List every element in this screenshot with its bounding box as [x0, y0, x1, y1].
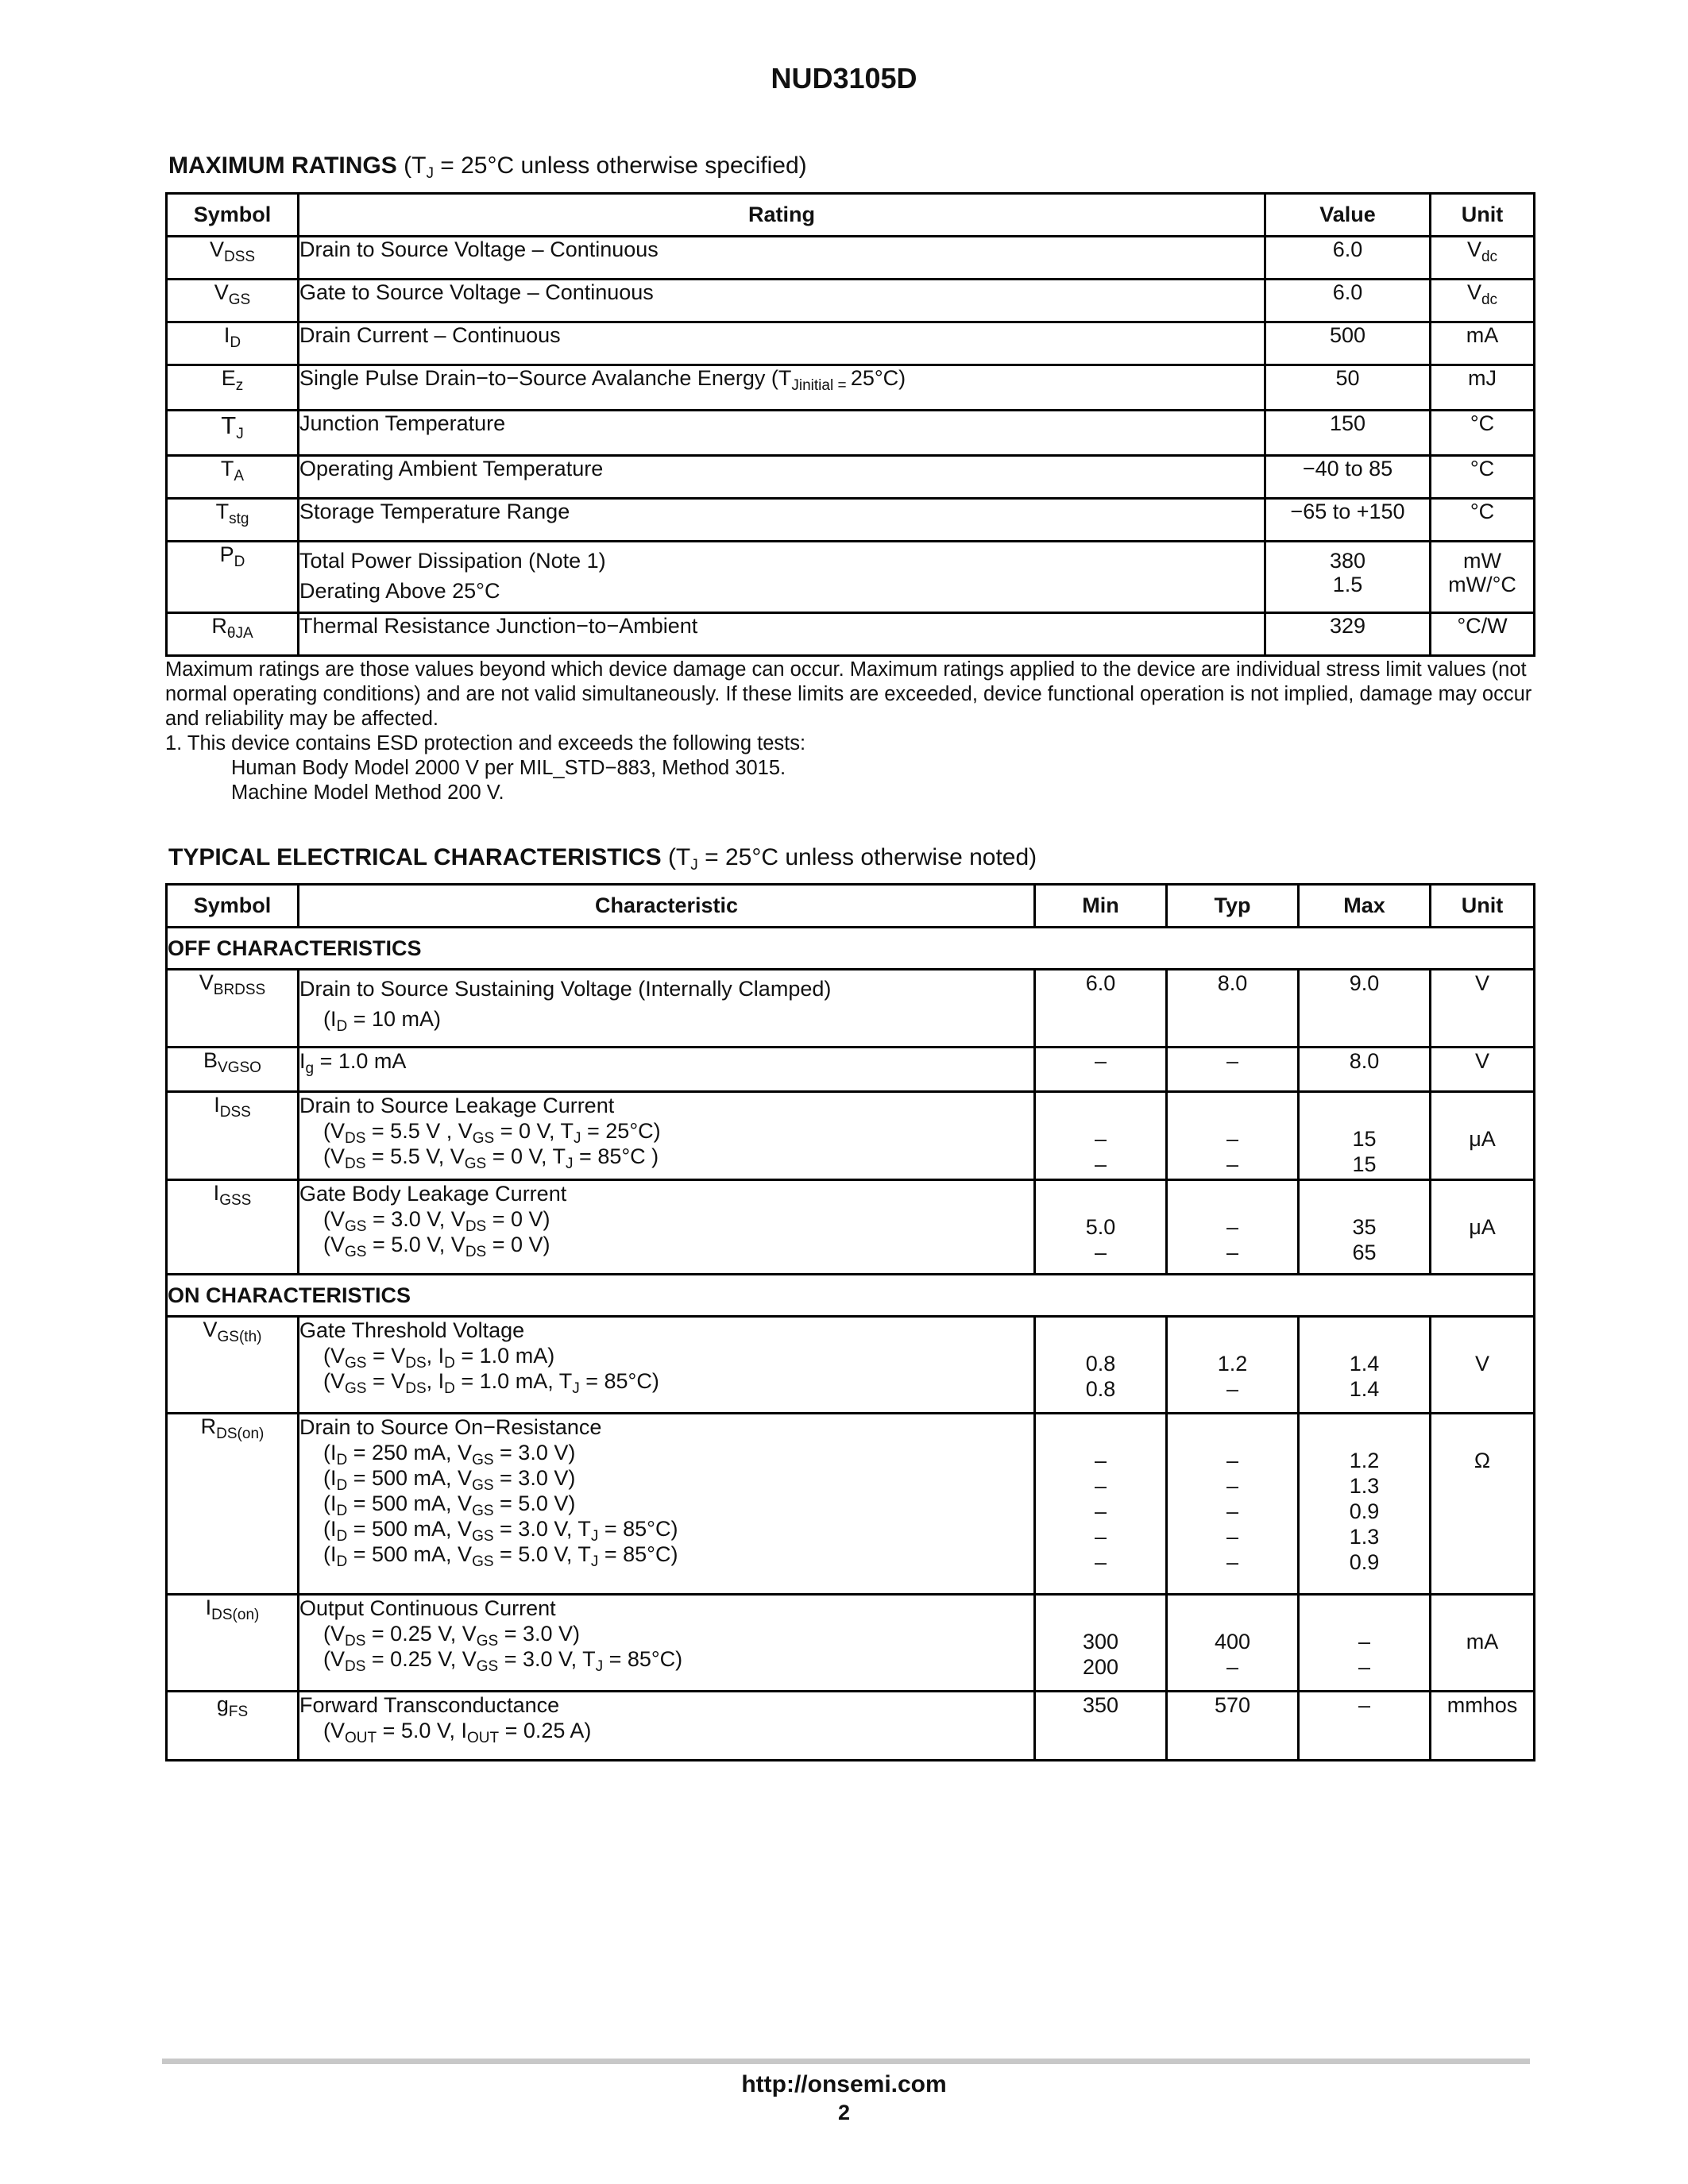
rating-cell: Storage Temperature Range: [299, 499, 1265, 542]
symbol-cell: $I_{DSS}$: [167, 1092, 299, 1180]
min-cell: 350: [1035, 1692, 1167, 1761]
off-characteristics-label: OFF CHARACTERISTICS: [167, 928, 1535, 970]
table-row: [167, 1092, 1535, 1180]
max-ratings-title: MAXIMUM RATINGS: [168, 152, 397, 179]
footnote-1-mm: Machine Model Method 200 V.: [231, 781, 504, 804]
table-row: [167, 613, 1535, 656]
elec-char-title: TYPICAL ELECTRICAL CHARACTERISTICS: [168, 844, 662, 870]
min-cell: – – – – –: [1035, 1414, 1167, 1595]
footer-divider: [162, 2059, 1530, 2064]
elec-char-condition: ($T_J = 25^\circ C$ unless otherwise noted): [667, 844, 1037, 874]
symbol-cell: $P_D$: [167, 542, 299, 613]
typ-cell: 1.2 –: [1167, 1317, 1299, 1414]
section-row-on: [167, 1275, 1535, 1317]
col-rating: Rating: [299, 194, 1265, 237]
characteristic-cell: Forward Transconductance ($V_{OUT} = 5.0$ V, $I_{OUT} = 0.25$ A): [299, 1692, 1035, 1761]
col-symbol: Symbol: [167, 885, 299, 928]
table-header-row: [167, 885, 1535, 928]
symbol-cell: $V_{BRDSS}$: [167, 970, 299, 1048]
table-row: [167, 1414, 1535, 1595]
min-cell: – –: [1035, 1092, 1167, 1180]
characteristic-cell: Output Continuous Current ($V_{DS} = 0.25$ V, $V_{GS} = 3.0$ V) ($V_{DS} = 0.25$ V, $V_{GS} = 3.0$ V, $T_J = 85^\circ C$): [299, 1595, 1035, 1692]
typ-cell: –: [1167, 1048, 1299, 1092]
typ-cell: – – – – –: [1167, 1414, 1299, 1595]
max-cell: 15 15: [1299, 1092, 1431, 1180]
symbol-cell: $R_{\theta JA}$: [167, 613, 299, 656]
rating-cell: Single Pulse Drain−to−Source Avalanche Energy ($T_{Jinitial =}$ 25°C): [299, 365, 1265, 411]
typ-cell: – –: [1167, 1180, 1299, 1275]
max-ratings-heading: [168, 152, 807, 182]
footer-url-link[interactable]: http://onsemi.com: [741, 2071, 947, 2097]
typ-cell: – –: [1167, 1092, 1299, 1180]
value-cell: 6.0: [1265, 237, 1431, 280]
max-ratings-table: [165, 192, 1535, 657]
table-row: [167, 1048, 1535, 1092]
table-header-row: [167, 194, 1535, 237]
table-row: [167, 499, 1535, 542]
value-cell: −40 to 85: [1265, 456, 1431, 499]
col-max: Max: [1299, 885, 1431, 928]
value-cell: 6.0: [1265, 280, 1431, 322]
characteristic-cell: Gate Body Leakage Current ($V_{GS} = 3.0$ V, $V_{DS} = 0$ V) ($V_{GS} = 5.0$ V, $V_{DS} = 0$ V): [299, 1180, 1035, 1275]
symbol-cell: $V_{GS(th)}$: [167, 1317, 299, 1414]
rating-cell: Operating Ambient Temperature: [299, 456, 1265, 499]
max-cell: 9.0: [1299, 970, 1431, 1048]
symbol-cell: $I_{GSS}$: [167, 1180, 299, 1275]
unit-cell: mmhos: [1431, 1692, 1535, 1761]
max-ratings-disclaimer: Maximum ratings are those values beyond which device damage can occur. Maximum ratings applied to the device are individual stress limit values (not normal operating conditions) and are not valid simultaneously. If these limits are exceeded, device functional operation is not implied, damage may occur and reliability may be affected.: [165, 658, 1532, 730]
value-cell: −65 to +150: [1265, 499, 1431, 542]
min-cell: –: [1035, 1048, 1167, 1092]
footnote-1-hbm: Human Body Model 2000 V per MIL_STD−883, Method 3015.: [231, 757, 786, 779]
table-row: [167, 1692, 1535, 1761]
min-cell: 0.8 0.8: [1035, 1317, 1167, 1414]
unit-cell: mW mW/°C: [1431, 542, 1535, 613]
symbol-cell: $T_A$: [167, 456, 299, 499]
characteristic-cell: $I_g = 1.0$ mA: [299, 1048, 1035, 1092]
symbol-cell: $V_{DSS}$: [167, 237, 299, 280]
unit-cell: V: [1431, 1317, 1535, 1414]
max-cell: – –: [1299, 1595, 1431, 1692]
footnote-1: 1. This device contains ESD protection and exceeds the following tests:: [165, 732, 806, 754]
unit-cell: $V_{dc}$: [1431, 237, 1535, 280]
unit-cell: V: [1431, 970, 1535, 1048]
table-row: [167, 411, 1535, 456]
characteristic-cell: Drain to Source Sustaining Voltage (Internally Clamped) ($I_D = 10$ mA): [299, 970, 1035, 1048]
symbol-cell: $E_z$: [167, 365, 299, 411]
symbol-cell: $B_{VGSO}$: [167, 1048, 299, 1092]
typ-cell: 400 –: [1167, 1595, 1299, 1692]
symbol-cell: $T_J$: [167, 411, 299, 456]
elec-char-table: [165, 883, 1535, 1761]
rating-cell: Thermal Resistance Junction−to−Ambient: [299, 613, 1265, 656]
value-cell: 150: [1265, 411, 1431, 456]
min-cell: 6.0: [1035, 970, 1167, 1048]
typ-cell: 570: [1167, 1692, 1299, 1761]
unit-cell: $V_{dc}$: [1431, 280, 1535, 322]
col-typ: Typ: [1167, 885, 1299, 928]
unit-cell: °C: [1431, 499, 1535, 542]
page-number: 2: [837, 2101, 851, 2124]
table-row: [167, 365, 1535, 411]
max-cell: 1.4 1.4: [1299, 1317, 1431, 1414]
symbol-cell: $R_{DS(on)}$: [167, 1414, 299, 1595]
unit-cell: mJ: [1431, 365, 1535, 411]
unit-cell: V: [1431, 1048, 1535, 1092]
table-row: [167, 1595, 1535, 1692]
table-row: [167, 1180, 1535, 1275]
rating-cell: Drain Current – Continuous: [299, 322, 1265, 365]
value-cell: 380 1.5: [1265, 542, 1431, 613]
col-unit: Unit: [1431, 885, 1535, 928]
page-title: NUD3105D: [771, 62, 917, 95]
max-cell: –: [1299, 1692, 1431, 1761]
symbol-cell: $T_{stg}$: [167, 499, 299, 542]
characteristic-cell: Gate Threshold Voltage ($V_{GS} = V_{DS}$, $I_D = 1.0$ mA) ($V_{GS} = V_{DS}$, $I_D = 1.0$ mA, $T_J = 85^\circ C$): [299, 1317, 1035, 1414]
characteristic-cell: Drain to Source On−Resistance ($I_D = 250$ mA, $V_{GS} = 3.0$ V) ($I_D = 500$ mA, $V_{GS} = 3.0$ V) ($I_D = 500$ mA, $V_{GS} = 5.0$ V) ($I_D = 500$ mA, $V_{GS} = 3.0$ V, $T_J = 85^\circ C$) ($I_D = 500$ mA, $V_{GS} = 5.0$ V, $T_J = 85^\circ C$): [299, 1414, 1035, 1595]
unit-cell: °C/W: [1431, 613, 1535, 656]
symbol-cell: $I_{DS(on)}$: [167, 1595, 299, 1692]
on-characteristics-label: ON CHARACTERISTICS: [167, 1275, 1535, 1317]
table-row: [167, 456, 1535, 499]
symbol-cell: $I_D$: [167, 322, 299, 365]
value-cell: 500: [1265, 322, 1431, 365]
rating-cell: Gate to Source Voltage – Continuous: [299, 280, 1265, 322]
max-cell: 8.0: [1299, 1048, 1431, 1092]
col-unit: Unit: [1431, 194, 1535, 237]
max-cell: 1.2 1.3 0.9 1.3 0.9: [1299, 1414, 1431, 1595]
table-row: [167, 322, 1535, 365]
table-row: [167, 1317, 1535, 1414]
value-cell: 50: [1265, 365, 1431, 411]
section-row-off: [167, 928, 1535, 970]
unit-cell: Ω: [1431, 1414, 1535, 1595]
typ-cell: 8.0: [1167, 970, 1299, 1048]
max-ratings-condition: ($T_J = 25^\circ C$ unless otherwise specified): [404, 152, 807, 182]
unit-cell: mA: [1431, 1595, 1535, 1692]
min-cell: 300 200: [1035, 1595, 1167, 1692]
value-cell: 329: [1265, 613, 1431, 656]
col-symbol: Symbol: [167, 194, 299, 237]
symbol-cell: $g_{FS}$: [167, 1692, 299, 1761]
unit-cell: °C: [1431, 411, 1535, 456]
table-row: [167, 970, 1535, 1048]
table-row: [167, 280, 1535, 322]
table-row: [167, 542, 1535, 613]
rating-cell: Drain to Source Voltage – Continuous: [299, 237, 1265, 280]
characteristic-cell: Drain to Source Leakage Current ($V_{DS} = 5.5$ V , $V_{GS} = 0$ V, $T_J = 25^\circ C$) ($V_{DS} = 5.5$ V, $V_{GS} = 0$ V, $T_J = 85^\circ C$ ): [299, 1092, 1035, 1180]
rating-cell: Junction Temperature: [299, 411, 1265, 456]
unit-cell: μA: [1431, 1180, 1535, 1275]
min-cell: 5.0 –: [1035, 1180, 1167, 1275]
unit-cell: °C: [1431, 456, 1535, 499]
col-min: Min: [1035, 885, 1167, 928]
rating-cell: Total Power Dissipation (Note 1) Derating Above 25°C: [299, 542, 1265, 613]
elec-char-heading: [168, 844, 1037, 874]
col-characteristic: Characteristic: [299, 885, 1035, 928]
table-row: [167, 237, 1535, 280]
symbol-cell: $V_{GS}$: [167, 280, 299, 322]
unit-cell: mA: [1431, 322, 1535, 365]
unit-cell: μA: [1431, 1092, 1535, 1180]
max-cell: 35 65: [1299, 1180, 1431, 1275]
col-value: Value: [1265, 194, 1431, 237]
max-ratings-notes: [165, 658, 1533, 805]
